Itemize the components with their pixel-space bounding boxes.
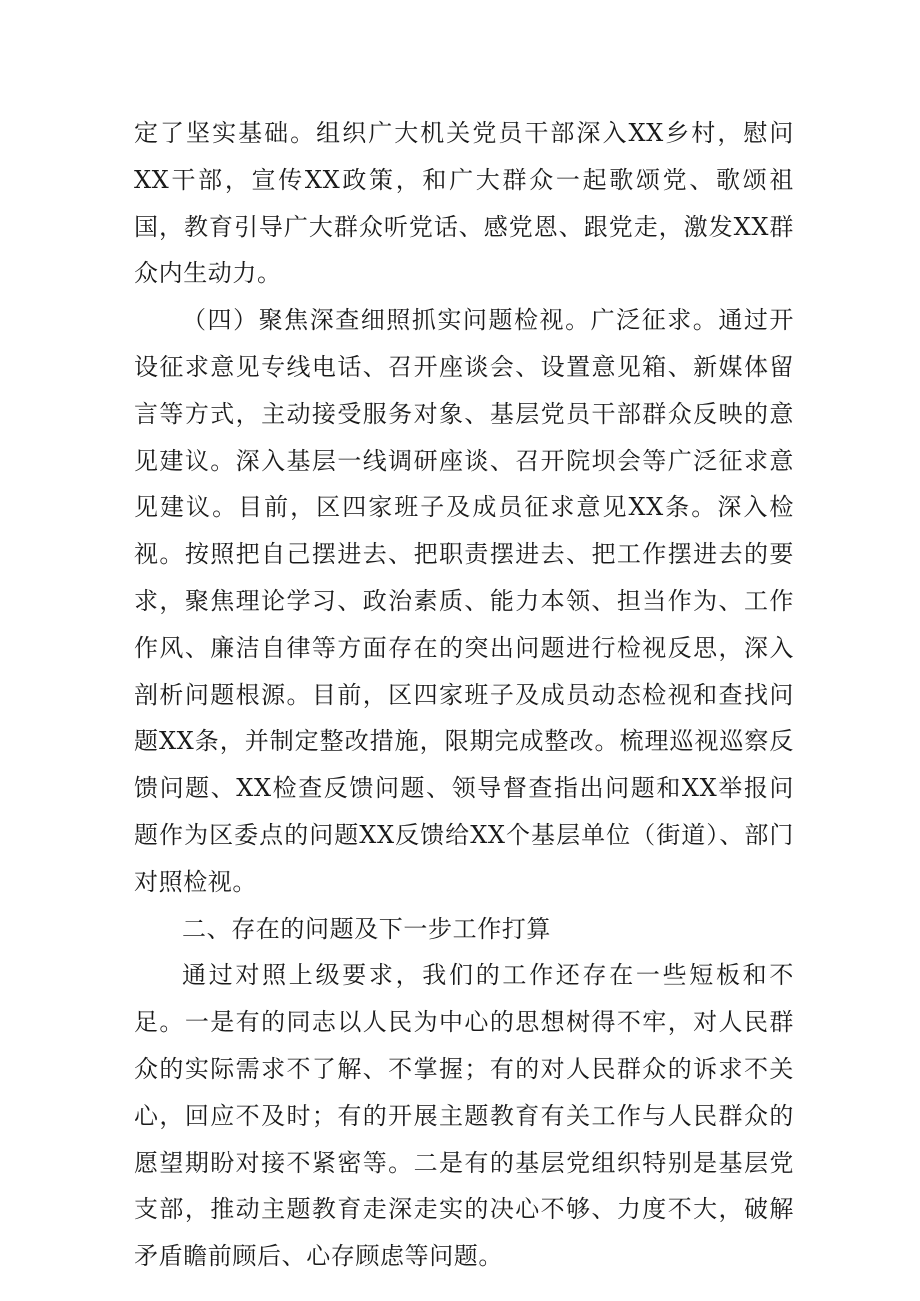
paragraph-problem-review: （四）聚焦深查细照抓实问题检视。广泛征求。通过开设征求意见专线电话、召开座谈会、设置意见箱、新媒体留言等方式，主动接受服务对象、基层党员干部群众反映的意见建议。深入基层一线调研座谈、召开院坝会等广泛征求意见建议。目前，区四家班子及成员征求意见XX条。深入检视。按照把自己摆进去、把职责摆进去、把工作摆进去的要求，聚焦理论学习、政治素质、能力本领、担当作为、工作作风、廉洁自律等方面存在的突出问题进行检视反思，深入剖析问题根源。目前，区四家班子及成员动态检视和查找问题XX条，并制定整改措施，限期完成整改。梳理巡视巡察反馈问题、XX检查反馈问题、领导督查指出问题和XX举报问题作为区委点的问题XX反馈给XX个基层单位（街道）、部门对照检视。 [134,306,794,896]
section-heading: 二、存在的问题及下一步工作打算 [182,914,551,943]
paragraph-continuation: 定了坚实基础。组织广大机关党员干部深入XX乡村，慰问XX干部，宣传XX政策，和广大群众一起歌颂党、歌颂祖国，教育引导广大群众听党话、感党恩、跟党走，激发XX群众内生动力。 [134,119,794,288]
document-body [134,110,794,1280]
paragraph-shortcomings: 通过对照上级要求，我们的工作还存在一些短板和不足。一是有的同志以人民为中心的思想树得不牢，对人民群众的实际需求不了解、不掌握；有的对人民群众的诉求不关心，回应不及时；有的开展主题教育有关工作与人民群众的愿望期盼对接不紧密等。二是有的基层党组织特别是基层党支部，推动主题教育走深走实的决心不够、力度不大，破解矛盾瞻前顾后、心存顾虑等问题。 [134,961,794,1271]
